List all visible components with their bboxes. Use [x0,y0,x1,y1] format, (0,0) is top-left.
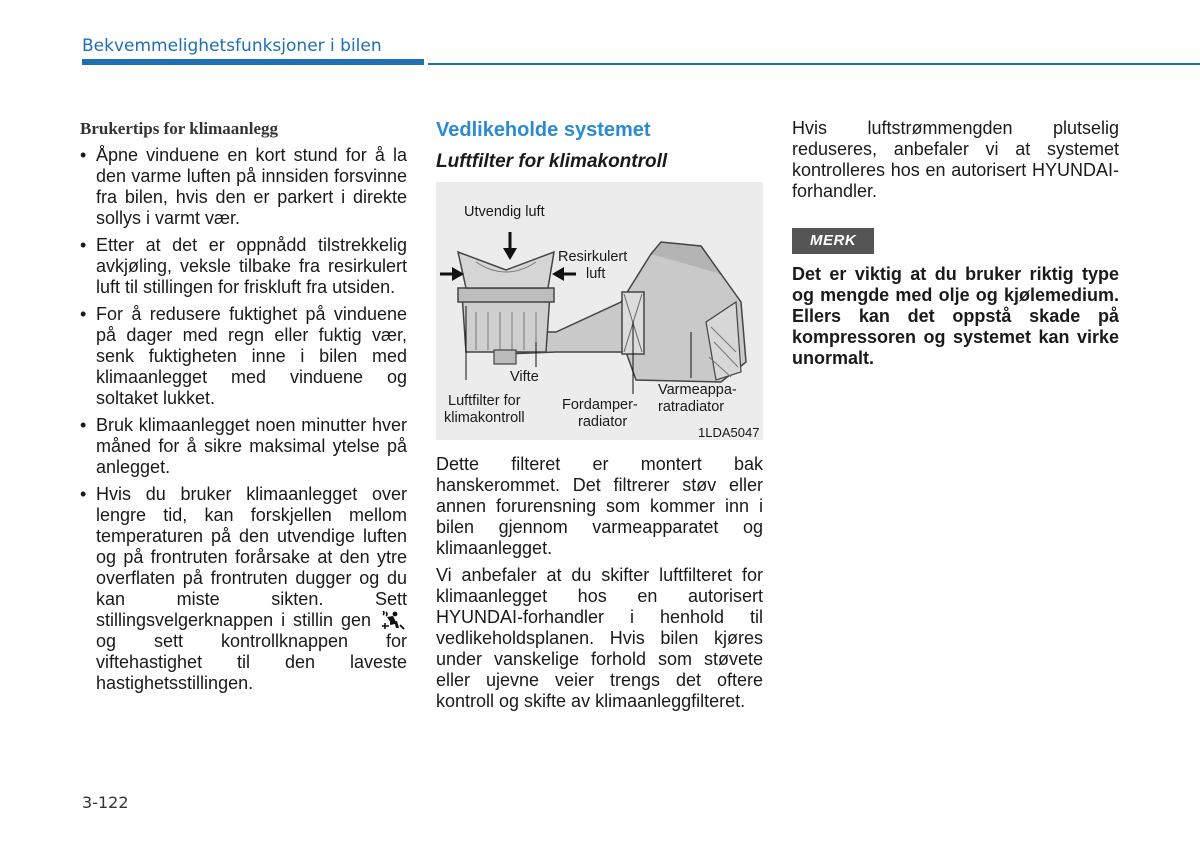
label-evaporator-line1: Fordamper- [562,397,638,413]
label-recirc-line2: luft [586,266,606,282]
body-paragraph: Dette filteret er montert bak hanskerommet. Det filtrerer støv eller annen forurensning som kommer inn i bilen gjennom varmeapparatet og klimaanlegget. [436,454,763,558]
sub-heading: Luftfilter for klimakontroll [436,151,668,172]
label-outside-air: Utvendig luft [464,204,545,220]
header-rule [428,63,1200,65]
tips-list [80,145,407,694]
note-text: Det er viktig at du bruker riktig type og mengde med olje og kjølemedium. Ellers kan det oppstå skade på kompressoren og systemet kan virke unormalt. [792,264,1119,368]
floor-defrost-mode-icon [381,611,405,631]
label-heater-line2: ratradiator [658,399,725,415]
tip-text-before-icon: Hvis du bruker klimaanlegget over lengre tid, kan forskjellen mellom temperaturen på den utvendige luften og på frontruten forårsake at den ytre overflaten på frontruten dugger og du kan miste sikten. Sett stillingsvelgerknappen i stillin gen [96,484,407,630]
header-accent-bar [82,59,424,65]
label-heater-line1: Varmeappa- [658,382,737,398]
section-heading: Vedlikeholde systemet [436,119,651,141]
right-column [792,118,1119,369]
middle-column [436,118,763,718]
label-filter-line2: klimakontroll [444,410,525,426]
tip-item: • Åpne vinduene en kort stund for å la den varme luften på innsiden forsvinne fra bilen, hvis den er parkert i direkte sollys i varmt vær. [80,145,407,229]
label-fan: Vifte [510,369,539,385]
chapter-title: Bekvemmelighetsfunksjoner i bilen [82,36,382,56]
figure-code: 1LDA5047 [698,425,760,440]
label-filter-line1: Luftfilter for [448,393,521,409]
tips-heading: Brukertips for klimaanlegg [80,119,279,138]
tip-item: • Etter at det er oppnådd tilstrekkelig avkjøling, veksle tilbake fra resirkulert luft til stillingen for friskluft fra utsiden. [80,235,407,298]
body-paragraph: Hvis luftstrømmengden plutselig reduseres, anbefaler vi at systemet kontrolleres hos en autorisert HYUNDAI-forhandler. [792,118,1119,201]
tip-text-after-icon: og sett kontrollknappen for viftehastighet til den laveste hastighetsstillingen. [96,631,407,694]
label-evaporator-line2: radiator [578,414,628,430]
left-column [80,118,407,700]
label-recirc-line1: Resirkulert [558,249,628,265]
page-number: 3-122 [82,793,129,812]
air-filter-diagram [436,182,763,440]
tip-item [80,484,407,694]
note-badge: MERK [792,228,874,254]
body-paragraph: Vi anbefaler at du skifter luftfilteret for klimaanlegget hos en autorisert HYUNDAI-forhandler i henhold til vedlikeholdsplanen. Hvis bilen kjøres under vanskelige forhold som støvete eller ujevne veier trengs det oftere kontroll og skifte av klimaanleggfilteret. [436,565,763,711]
tip-item: • Bruk klimaanlegget noen minutter hver måned for å sikre maksimal ytelse på anlegget. [80,415,407,478]
tip-item: • For å redusere fuktighet på vinduene på dager med regn eller fuktig vær, senk fuktigheten inne i bilen med klimaanlegget med vinduene og soltaket lukket. [80,304,407,409]
